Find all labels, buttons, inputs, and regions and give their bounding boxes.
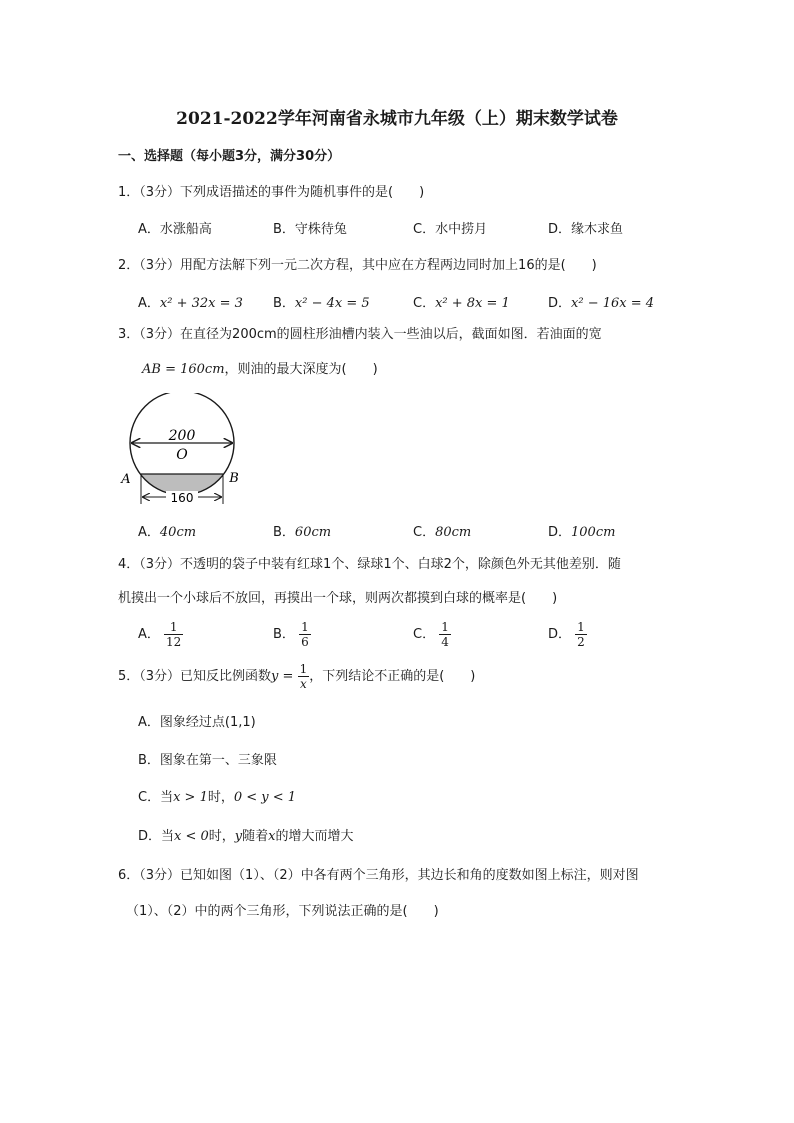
option-value: 60cm — [294, 525, 332, 540]
option-label: A． — [138, 296, 160, 311]
question-2-stem: 2．（3分）用配方法解下列一元二次方程，其中应在方程两边同时加上16的是( ) — [118, 258, 597, 273]
option-equation: x² − 16x = 4 — [571, 296, 655, 311]
question-2-option-a — [138, 292, 243, 311]
question-1-option-a: A．水涨船高 — [138, 222, 212, 237]
option-label: D． — [548, 296, 572, 311]
option-label: A． — [138, 525, 160, 540]
fraction-numerator: 1 — [299, 662, 308, 676]
function-lhs: y = — [271, 669, 294, 684]
question-3-option-a — [138, 521, 196, 540]
question-4-stem-line1: 4．（3分）不透明的袋子中装有红球1个、绿球1个、白球2个，除颜色外无其他差别．随 — [118, 557, 621, 572]
option-d-x: x — [268, 829, 276, 844]
question-3-stem-tail: ，则油的最大深度为( ) — [224, 362, 378, 377]
option-equation: x² − 4x = 5 — [294, 296, 370, 311]
fraction-denominator: x — [298, 676, 310, 691]
option-d-text2: 的增大而增大 — [275, 829, 354, 844]
question-4-option-a — [138, 620, 183, 649]
center-label: O — [176, 447, 188, 463]
question-2-option-b — [273, 292, 370, 311]
chord-length-label: 160 — [170, 491, 194, 505]
oil-tank-cross-section-figure — [118, 393, 243, 511]
question-3-option-d — [548, 521, 615, 540]
option-c-prefix: C．当 — [138, 790, 174, 805]
fraction-denominator: 2 — [577, 635, 585, 649]
fraction-denominator: 12 — [166, 635, 182, 649]
question-1-option-d: D．缘木求鱼 — [548, 222, 624, 237]
option-equation: x² + 8x = 1 — [435, 296, 510, 311]
question-5-option-a: A．图象经过点(1,1) — [138, 715, 256, 730]
fraction-numerator: 1 — [577, 620, 585, 634]
question-3-option-b — [273, 521, 331, 540]
option-d-middle: 时， — [208, 829, 235, 844]
option-label: B． — [273, 296, 295, 311]
question-3-stem-line2 — [142, 358, 378, 377]
fraction-numerator: 1 — [441, 620, 449, 634]
diameter-label: 200 — [168, 428, 196, 444]
question-2-option-d — [548, 292, 654, 311]
option-value: 80cm — [435, 525, 472, 540]
option-d-y: y — [234, 829, 243, 844]
fraction-denominator: 4 — [441, 635, 449, 649]
fraction-numerator: 1 — [301, 620, 309, 634]
question-4-option-c — [413, 620, 451, 649]
option-label: A． — [138, 627, 160, 642]
option-equation: x² + 32x = 3 — [159, 296, 243, 311]
option-label: B． — [273, 525, 295, 540]
page-title: 2021-2022学年河南省永城市九年级（上）期末数学试卷 — [176, 109, 618, 129]
option-value: 100cm — [571, 525, 616, 540]
fraction — [575, 620, 587, 649]
question-4-option-b — [273, 620, 311, 649]
option-c-result: 0 < y < 1 — [233, 790, 297, 805]
question-5-option-b: B．图象在第一、三象限 — [138, 753, 277, 768]
option-label: C． — [413, 627, 436, 642]
option-d-text1: 随着 — [242, 829, 269, 844]
question-5-stem — [118, 662, 475, 691]
question-6-stem-line1: 6．（3分）已知如图（1）、（2）中各有两个三角形，其边长和角的度数如图上标注，则对图 — [118, 868, 639, 883]
option-c-middle: 时， — [207, 790, 234, 805]
option-label: B． — [273, 627, 295, 642]
question-1-option-c: C．水中捞月 — [413, 222, 488, 237]
option-value: 40cm — [159, 525, 197, 540]
chord-length-expression: AB = 160cm — [142, 362, 225, 377]
option-label: D． — [548, 627, 572, 642]
option-d-condition: x < 0 — [174, 829, 209, 844]
question-5-option-c — [138, 786, 296, 805]
question-2-option-c — [413, 292, 510, 311]
question-6-stem-line2: （1）、（2）中的两个三角形，下列说法正确的是( ) — [126, 904, 439, 919]
fraction-denominator: 6 — [301, 635, 309, 649]
question-4-stem-line2: 机摸出一个小球后不放回，再摸出一个球，则两次都摸到白球的概率是( ) — [118, 591, 558, 606]
question-5-stem-pre: 5．（3分）已知反比例函数 — [118, 669, 272, 684]
option-d-prefix: D．当 — [138, 829, 175, 844]
fraction — [164, 620, 183, 649]
question-3-option-c — [413, 521, 471, 540]
option-c-condition: x > 1 — [173, 790, 208, 805]
question-3-stem-line1: 3．（3分）在直径为200cm的圆柱形油槽内装入一些油以后，截面如图．若油面的宽 — [118, 327, 602, 342]
function-fraction — [298, 662, 310, 691]
question-4-option-d — [548, 620, 587, 649]
fraction — [439, 620, 451, 649]
point-b-label: B — [229, 471, 239, 486]
question-1-stem: 1．（3分）下列成语描述的事件为随机事件的是( ) — [118, 185, 425, 200]
section-heading: 一、选择题（每小题3分，满分30分） — [118, 149, 341, 164]
point-a-label: A — [121, 472, 131, 487]
option-label: C． — [413, 296, 436, 311]
option-label: C． — [413, 525, 436, 540]
question-5-option-d — [138, 825, 354, 844]
fraction-numerator: 1 — [169, 620, 178, 634]
option-label: D． — [548, 525, 572, 540]
fraction — [299, 620, 311, 649]
question-5-stem-post: ，下列结论不正确的是( ) — [309, 669, 476, 684]
question-1-option-b: B．守株待兔 — [273, 222, 347, 237]
